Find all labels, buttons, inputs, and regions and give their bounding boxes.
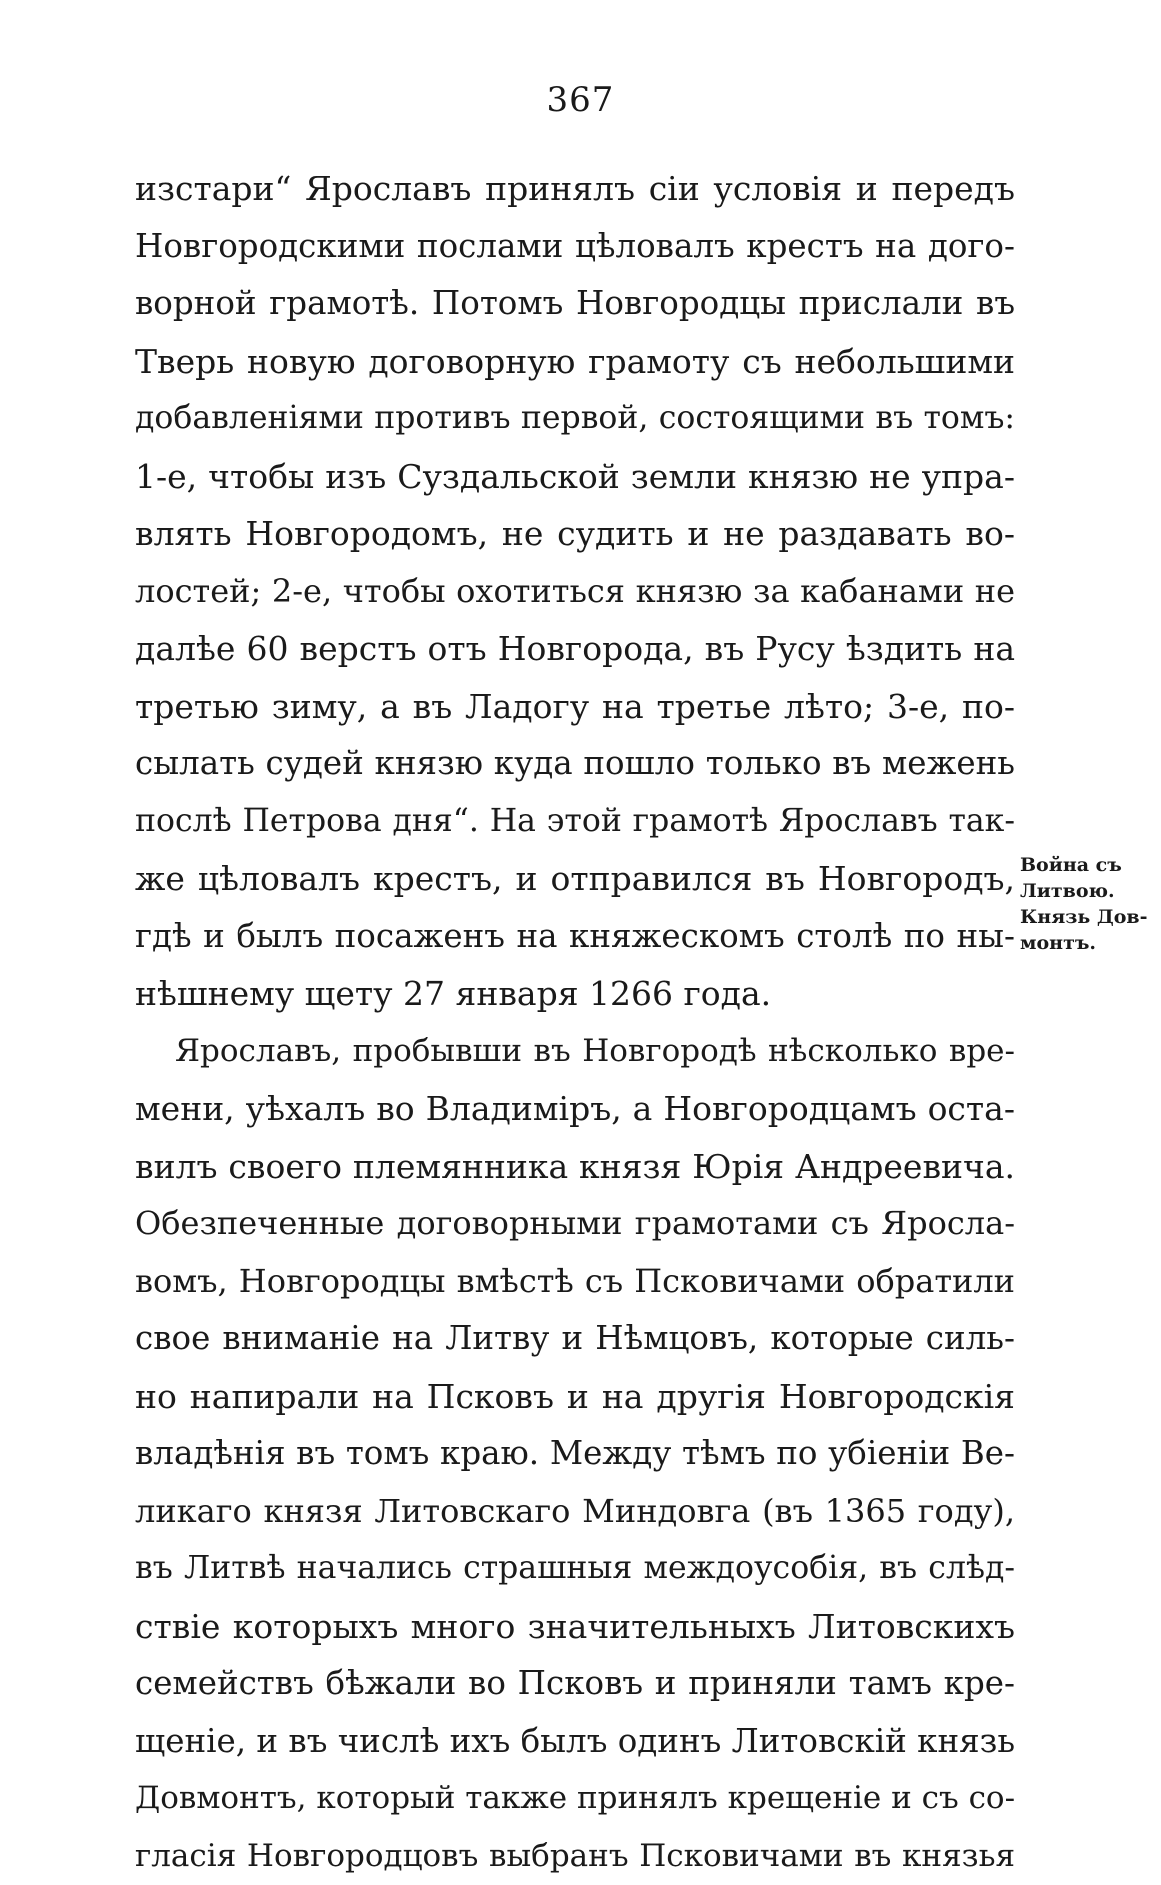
paragraph-2 [135,1023,1015,1885]
margin-note-line: Литвою. [1020,878,1160,904]
text-line: ликаго князя Литовскаго Миндовга (въ 1365 году), [135,1483,1015,1541]
paragraph-1 [135,160,1015,1023]
text-line: но напирали на Псковъ и на другія Новгородскія [135,1368,1015,1426]
text-line: свое вниманіе на Литву и Нѣмцовъ, которые силь- [135,1310,1015,1368]
text-line: вилъ своего племянника князя Юрія Андреевича. [135,1138,1015,1196]
text-line: щеніе, и въ числѣ ихъ былъ одинъ Литовскій князь [135,1713,1015,1771]
text-line: Обезпеченные договорными грамотами съ Яросла- [135,1195,1015,1253]
margin-note-line: Князь Дов- [1020,904,1160,930]
text-line: мени, уѣхалъ во Владиміръ, а Новгородцамъ оста- [135,1080,1015,1138]
text-line: 1-е, чтобы изъ Суздальской земли князю не упра- [135,448,1015,506]
text-line: Тверь новую договорную грамоту съ небольшими [135,333,1015,391]
text-line: Новгородскими послами цѣловалъ крестъ на дого- [135,218,1015,276]
margin-note [1020,852,1160,956]
text-line: ворной грамотѣ. Потомъ Новгородцы прислали въ [135,275,1015,333]
text-line: Ярославъ, пробывши въ Новгородѣ нѣсколько вре- [135,1023,1015,1081]
text-line: третью зиму, а въ Ладогу на третье лѣто; 3-е, по- [135,678,1015,736]
text-line: семействъ бѣжали во Псковъ и приняли тамъ кре- [135,1655,1015,1713]
text-line: гдѣ и былъ посаженъ на княжескомъ столѣ по ны- [135,908,1015,966]
text-line: гласія Новгородцовъ выбранъ Псковичами въ князья [135,1828,1015,1885]
text-line: добавленіями противъ первой, состоящими въ томъ: [135,390,1015,448]
text-line: далѣе 60 верстъ отъ Новгорода, въ Русу ѣздить на [135,620,1015,678]
text-line: сылать судей князю куда пошло только въ межень [135,735,1015,793]
text-line: лостей; 2-е, чтобы охотиться князю за кабанами не [135,563,1015,621]
text-line: ствіе которыхъ много значительныхъ Литовскихъ [135,1598,1015,1656]
text-line: нѣшнему щету 27 января 1266 года. [135,965,1015,1023]
margin-note-line: Война съ [1020,852,1160,878]
margin-note-line: монтъ. [1020,930,1160,956]
text-line: изстари“ Ярославъ принялъ сіи условія и передъ [135,160,1015,218]
body-text [135,160,1015,1885]
text-line: послѣ Петрова дня“. На этой грамотѣ Ярославъ так- [135,793,1015,851]
text-line: въ Литвѣ начались страшныя междоусобія, въ слѣд- [135,1540,1015,1598]
page-number: 367 [0,80,1161,120]
text-line: влять Новгородомъ, не судить и не раздавать во- [135,505,1015,563]
text-line: вомъ, Новгородцы вмѣстѣ съ Псковичами обратили [135,1253,1015,1311]
text-line: же цѣловалъ крестъ, и отправился въ Новгородъ, [135,850,1015,908]
text-line: Довмонтъ, который также принялъ крещеніе и съ со- [135,1770,1015,1828]
text-line: владѣнія въ томъ краю. Между тѣмъ по убіеніи Ве- [135,1425,1015,1483]
